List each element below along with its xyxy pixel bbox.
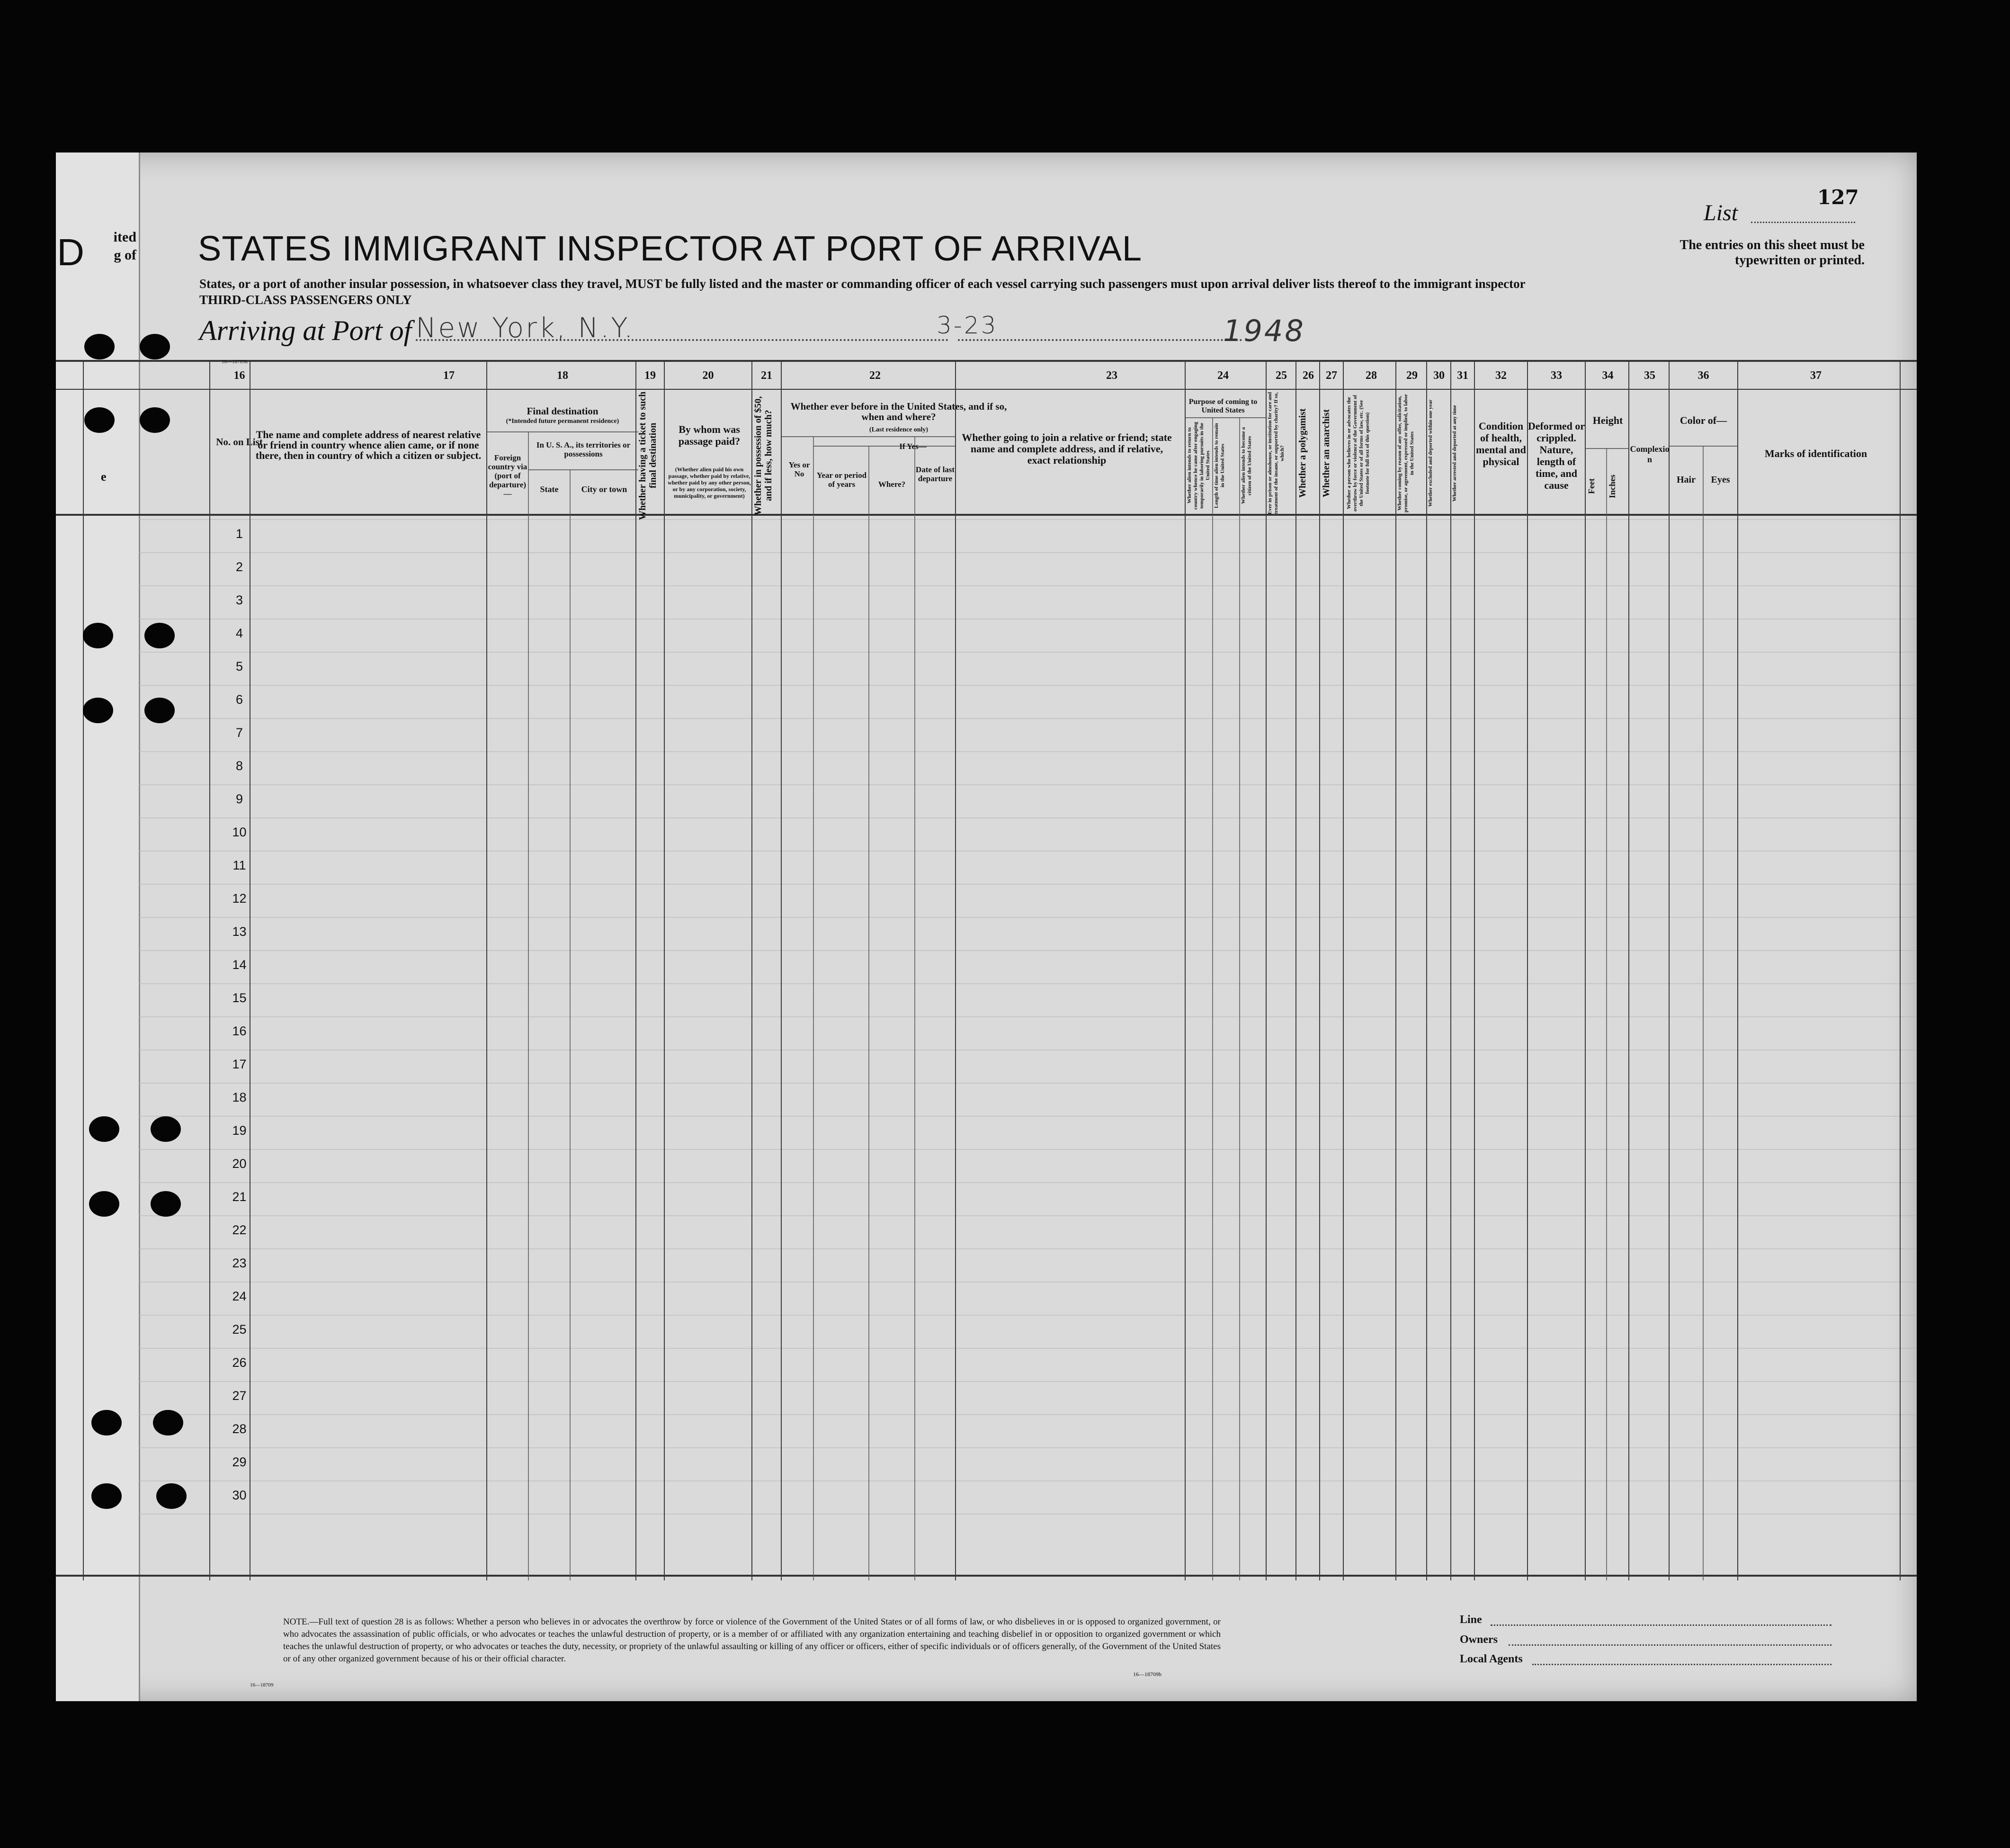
header-city: City or town — [581, 484, 627, 494]
colnum-32: 32 — [1495, 369, 1507, 382]
row-number: 28 — [232, 1422, 247, 1436]
row-number: 17 — [232, 1057, 247, 1071]
row-number: 12 — [232, 891, 247, 906]
header-hair: Hair — [1677, 475, 1696, 485]
punch-hole — [151, 1191, 181, 1217]
row-number: 8 — [235, 759, 243, 773]
line-label: Line — [1460, 1614, 1482, 1626]
footnote-form-code: 16—18709b — [1133, 1671, 1161, 1678]
header-final-destination: Final destination — [527, 405, 599, 417]
date-value: 3-23 — [937, 312, 998, 339]
header-state: State — [540, 484, 559, 494]
header-eyes: Eyes — [1711, 475, 1730, 485]
punch-hole — [91, 1483, 122, 1509]
punch-hole — [83, 623, 113, 648]
owners-label: Owners — [1460, 1633, 1498, 1646]
row-number: 9 — [235, 792, 243, 806]
row-number: 6 — [235, 692, 243, 707]
punch-hole — [89, 1191, 119, 1217]
punch-hole — [156, 1483, 187, 1509]
header-arrested: Whether arrested and deported at any time — [1452, 405, 1457, 502]
header-if-yes: If Yes— — [899, 442, 927, 451]
colnum-21: 21 — [761, 369, 772, 382]
punch-hole — [151, 1116, 181, 1142]
row-number: 2 — [235, 560, 243, 574]
strip-side-letter: e — [101, 470, 107, 484]
header-purpose-length: Length of time alien intends to remain in the United States — [1214, 423, 1225, 508]
punch-hole — [84, 407, 115, 433]
punch-hole — [144, 623, 175, 648]
header-deformed: Deformed or crippled. Nature, length of time, and cause — [1528, 420, 1585, 491]
strip-letter: D — [57, 231, 84, 273]
strip-text: ited g of — [113, 229, 136, 263]
colnum-19: 19 — [644, 369, 656, 382]
page-title: STATES IMMIGRANT INSPECTOR AT PORT OF ARRIVAL — [198, 229, 1143, 268]
header-ever-before: Whether ever before in the United States, and if so, when and where? — [790, 401, 1007, 422]
row-number: 18 — [232, 1090, 247, 1104]
header-passage-paid-sub: (Whether alien paid his own passage, whether paid by relative, whether paid by any other person, or by any corporation, society, municipality, or government) — [668, 466, 751, 499]
colnum-35: 35 — [1644, 369, 1655, 382]
row-number: 24 — [232, 1289, 247, 1303]
punch-hole — [91, 1410, 122, 1435]
header-complexion: Complexion — [1630, 444, 1670, 464]
row-number: 23 — [232, 1256, 247, 1270]
punch-hole — [144, 698, 175, 723]
list-number: 127 — [1817, 186, 1859, 209]
header-no-on-list: No. on List — [216, 436, 263, 448]
colnum-28: 28 — [1366, 369, 1377, 382]
header-nearest-relative: The name and complete address of nearest relative or friend in country whence alien came, or if none there, then in country of which a citizen or subject. — [255, 429, 482, 461]
colnum-29: 29 — [1406, 369, 1418, 382]
header-purpose: Purpose of coming to United States — [1188, 398, 1258, 414]
colnum-31: 31 — [1457, 369, 1468, 382]
row-number: 10 — [232, 825, 247, 839]
row-number: 22 — [232, 1223, 247, 1237]
header-labor-offer: Whether coming by reason of any offer, solicitation, promise, or agreement, expressed or implied, to labor in the United States — [1397, 394, 1415, 513]
year-value: 1948 — [1223, 314, 1305, 348]
form-code-top: 16—18709b — [222, 359, 248, 365]
form-code-bottom: 16—18709 — [250, 1682, 274, 1688]
colnum-18: 18 — [557, 369, 568, 382]
header-marks: Marks of identification — [1764, 448, 1867, 459]
header-inches: Inches — [1608, 475, 1617, 499]
colnum-34: 34 — [1602, 369, 1614, 382]
typewritten-instruction: The entries on this sheet must be typewritten or printed. — [1679, 238, 1865, 268]
header-passage-paid: By whom was passage paid? — [678, 423, 741, 447]
colnum-37: 37 — [1810, 369, 1822, 382]
colnum-20: 20 — [702, 369, 714, 382]
punch-hole — [83, 698, 113, 723]
row-number: 3 — [235, 593, 243, 607]
row-number: 14 — [232, 958, 247, 972]
header-overthrow: Whether a person who believes in or advocates the overthrow by force or violence of the Government of the United States or of all forms of law, etc. (See footnote for full text of this question) — [1346, 395, 1370, 512]
header-height: Height — [1592, 414, 1623, 426]
header-yes-no: Yes or No — [788, 460, 810, 478]
row-number: 20 — [232, 1157, 247, 1171]
row-number: 5 — [235, 659, 243, 673]
colnum-26: 26 — [1303, 369, 1314, 382]
header-ticket: Whether having a ticket to such final destination — [637, 391, 658, 520]
colnum-23: 23 — [1106, 369, 1117, 382]
class-line: THIRD-CLASS PASSENGERS ONLY — [199, 293, 412, 307]
port-value: New York, N.Y. — [416, 312, 635, 344]
header-years: Year or period of years — [816, 471, 867, 489]
punch-hole — [84, 334, 115, 359]
row-number: 4 — [235, 626, 243, 640]
header-feet: Feet — [1587, 478, 1596, 494]
header-final-destination-sub: (*Intended future permanent residence) — [506, 418, 619, 425]
colnum-16: 16 — [233, 369, 245, 382]
header-prison: Ever in prison or almshouse, or institution for care and treatment of the insane, or supported by charity? If so, which? — [1267, 392, 1285, 515]
row-number: 30 — [232, 1488, 247, 1502]
punch-hole — [89, 1116, 119, 1142]
row-number: 7 — [235, 726, 243, 740]
arriving-label: Arriving at Port of — [199, 315, 412, 346]
footnote-q28: NOTE.—Full text of question 28 is as follows: Whether a person who believes in or advocates the overthrow by force or violence of the Government of the United States or of all forms of law, or who disbelieves in or is opposed to organized government, or who advocates the assassination of public officials, or who advocates or teaches the unlawful destruction of property, or is a member of or affiliated with any organization entertaining and teaching disbelief in or opposition to organized government or which teaches the unlawful destruction of property, or who advocates or teaches the duty, necessity, or propriety of the unlawful assaulting or killing of any officer or officers, either of specific individuals or of officers generally, of the Government of the United States or of any other organized government because of his or their official character. — [283, 1617, 1221, 1664]
colnum-30: 30 — [1433, 369, 1445, 382]
row-number: 16 — [232, 1024, 247, 1038]
header-purpose-citizen: Whether alien intends to become a citizen of the United States — [1241, 427, 1252, 504]
header-foreign-country: Foreign country via (port of departure)— — [488, 453, 527, 498]
local-agents-label: Local Agents — [1460, 1653, 1523, 1665]
manifest-grid — [56, 153, 1917, 1701]
punch-hole — [153, 1410, 183, 1435]
row-number: 29 — [232, 1455, 247, 1469]
header-health: Condition of health, mental and physical — [1476, 420, 1526, 467]
colnum-17: 17 — [443, 369, 455, 382]
colnum-22: 22 — [869, 369, 881, 382]
header-join-relative: Whether going to join a relative or friend; state name and complete address, and if relative, exact relationship — [962, 431, 1172, 466]
row-number: 27 — [232, 1389, 247, 1403]
punch-hole — [140, 407, 170, 433]
colnum-27: 27 — [1326, 369, 1337, 382]
header-polygamist: Whether a polygamist — [1297, 408, 1308, 498]
colnum-25: 25 — [1276, 369, 1287, 382]
manifest-sheet — [56, 153, 1917, 1701]
header-in-usa: In U. S. A., its territories or possessions — [536, 440, 631, 458]
notice-text: States, or a port of another insular possession, in whatsoever class they travel, MUST be fully listed and the master or commanding officer of each vessel carrying such passengers must upon arrival deliver lists thereof to the immigrant inspector — [199, 277, 1526, 291]
row-number: 21 — [232, 1190, 247, 1204]
colnum-36: 36 — [1697, 369, 1709, 382]
row-number: 19 — [232, 1123, 247, 1138]
row-number: 26 — [232, 1355, 247, 1370]
row-number: 11 — [232, 858, 246, 872]
header-anarchist: Whether an anarchist — [1321, 409, 1331, 497]
colnum-24: 24 — [1217, 369, 1229, 382]
row-number: 25 — [232, 1322, 247, 1337]
header-color-of: Color of— — [1679, 414, 1727, 426]
header-50-dollars: Whether in possession of $50, and if less, how much? — [753, 396, 774, 515]
row-number: 1 — [235, 527, 243, 541]
header-ever-before-sub: (Last residence only) — [869, 426, 929, 433]
header-date-departure: Date of last departure — [915, 465, 955, 483]
header-excluded: Whether excluded and deported within one year — [1428, 399, 1433, 507]
list-label: List — [1704, 200, 1738, 225]
row-number: 15 — [232, 991, 247, 1005]
punch-hole — [140, 334, 170, 359]
header-where: Where? — [878, 480, 906, 489]
colnum-33: 33 — [1551, 369, 1562, 382]
header-purpose-return: Whether alien intends to return to country whence he came after engaging temporarily in laboring pursuits in the United States — [1187, 422, 1211, 510]
row-number: 13 — [232, 924, 247, 939]
